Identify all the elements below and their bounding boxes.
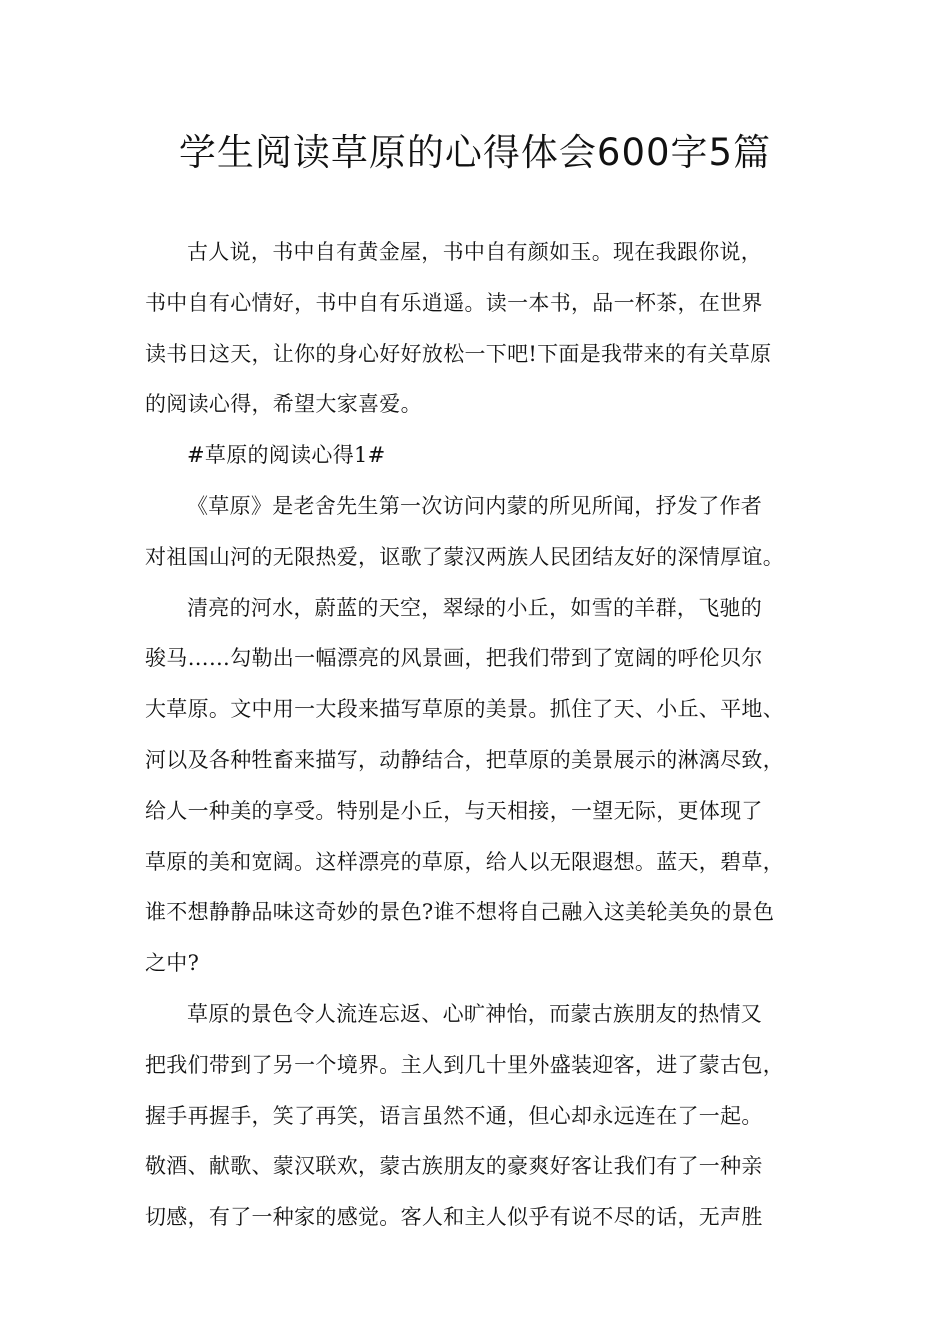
text-line: 河以及各种牲畜来描写，动静结合，把草原的美景展示的淋漓尽致， [145, 747, 784, 772]
document-body [145, 227, 817, 1243]
text-line: 清亮的河水，蔚蓝的天空，翠绿的小丘，如雪的羊群，飞驰的 [187, 595, 763, 620]
text-line: 草原的美和宽阔。这样漂亮的草原，给人以无限遐想。蓝天，碧草， [145, 849, 784, 874]
text-line: 之中? [145, 951, 200, 976]
text-line: 《草原》是老舍先生第一次访问内蒙的所见所闻，抒发了作者 [187, 493, 763, 518]
document-title: 学生阅读草原的心得体会600字5篇 [178, 131, 772, 174]
text-line: 的阅读心得，希望大家喜爱。 [145, 392, 422, 417]
section-heading: #草原的阅读心得1# [187, 443, 386, 468]
text-line: 读书日这天，让你的身心好好放松一下吧!下面是我带来的有关草原 [145, 341, 772, 366]
text-line: 书中自有心情好，书中自有乐逍遥。读一本书，品一杯茶，在世界 [145, 290, 763, 315]
text-line: 切感，有了一种家的感觉。客人和主人似乎有说不尽的话，无声胜 [145, 1205, 763, 1230]
text-line: 给人一种美的享受。特别是小丘，与天相接，一望无际，更体现了 [145, 798, 763, 823]
text-line: 握手再握手，笑了再笑，语言虽然不通，但心却永远连在了一起。 [145, 1103, 763, 1128]
text-line: 敬酒、献歌、蒙汉联欢，蒙古族朋友的豪爽好客让我们有了一种亲 [145, 1154, 763, 1179]
text-line: 草原的景色令人流连忘返、心旷神怡，而蒙古族朋友的热情又 [187, 1001, 763, 1026]
text-line: 骏马……勾勒出一幅漂亮的风景画，把我们带到了宽阔的呼伦贝尔 [145, 646, 763, 671]
text-line: 大草原。文中用一大段来描写草原的美景。抓住了天、小丘、平地、 [145, 697, 784, 722]
text-line: 谁不想静静品味这奇妙的景色?谁不想将自己融入这美轮美奂的景色 [145, 900, 775, 925]
text-line: 对祖国山河的无限热爱，讴歌了蒙汉两族人民团结友好的深情厚谊。 [145, 544, 784, 569]
text-line: 古人说，书中自有黄金屋，书中自有颜如玉。现在我跟你说， [187, 240, 763, 264]
text-line: 把我们带到了另一个境界。主人到几十里外盛装迎客，进了蒙古包， [145, 1052, 784, 1077]
